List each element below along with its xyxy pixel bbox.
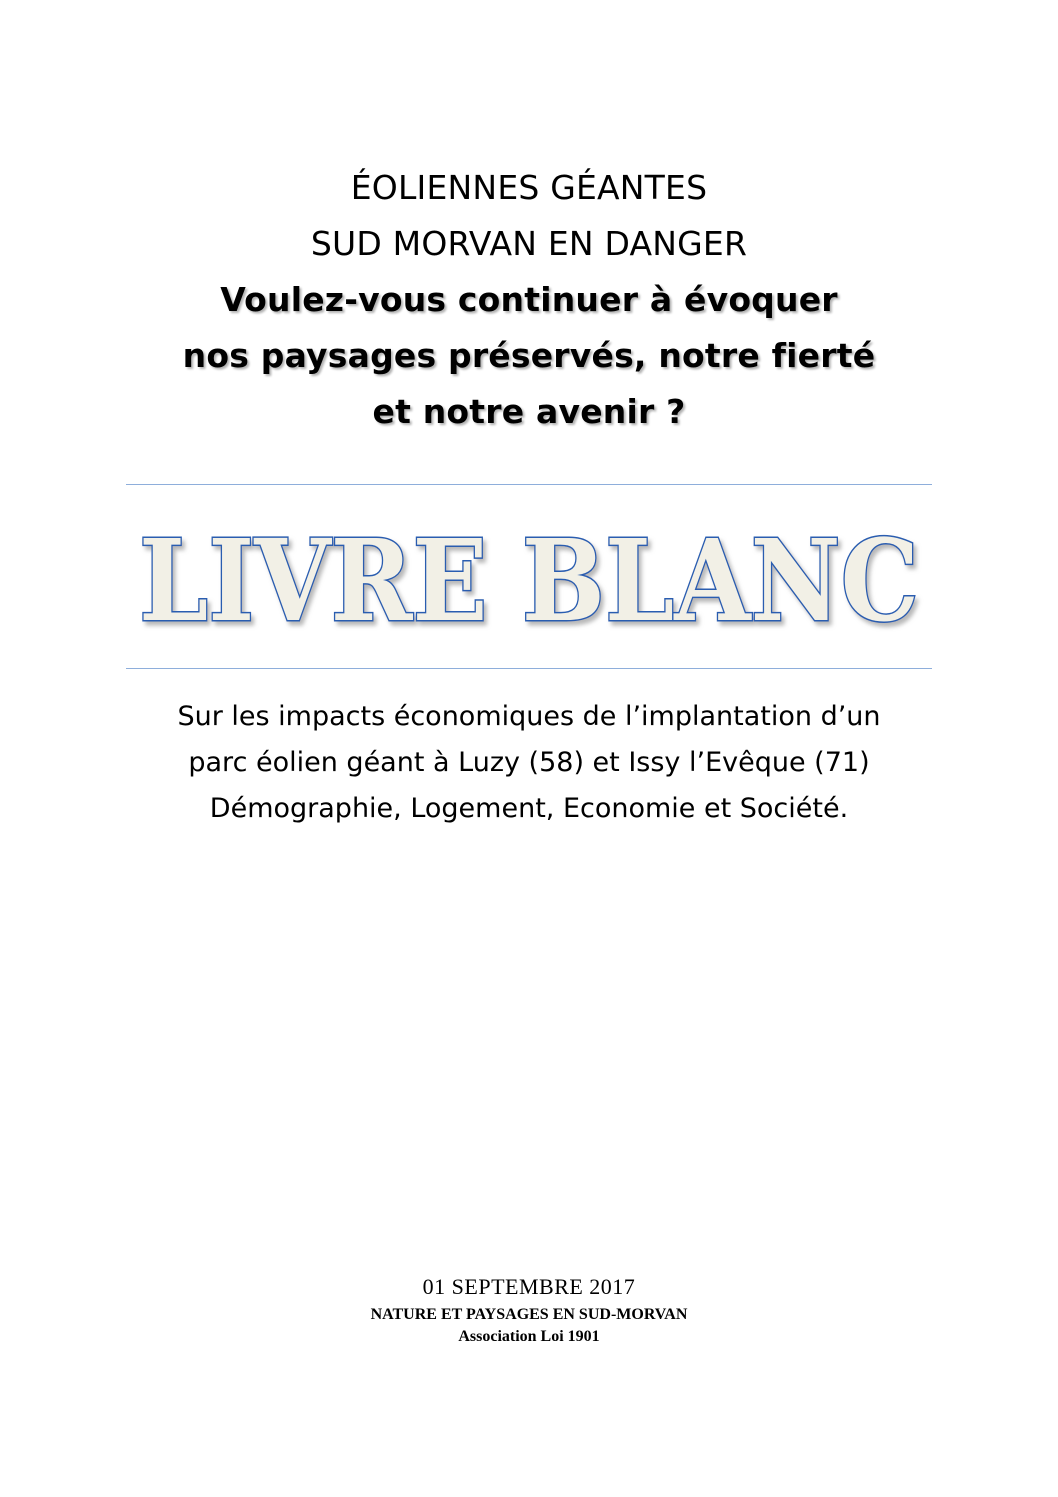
subtitle bbox=[0, 694, 1058, 832]
big-title-text: LIVRE BLANC bbox=[139, 516, 919, 638]
publication-date: 01 SEPTEMBRE 2017 bbox=[422, 1274, 636, 1299]
association-type: Association Loi 1901 bbox=[458, 1328, 600, 1345]
headline-line-2: SUD MORVAN EN DANGER bbox=[310, 224, 748, 263]
headline-question-line-2: nos paysages préservés, notre fierté bbox=[182, 336, 876, 375]
headline-question-line-1: Voulez-vous continuer à évoquer bbox=[220, 280, 838, 319]
subtitle-line-3: Démographie, Logement, Economie et Société. bbox=[209, 793, 849, 824]
bottom-divider bbox=[126, 668, 932, 669]
subtitle-line-2: parc éolien géant à Luzy (58) et Issy l’Evêque (71) bbox=[188, 747, 870, 778]
headline-line-1: ÉOLIENNES GÉANTES bbox=[350, 168, 708, 207]
big-title-svg bbox=[119, 508, 939, 638]
big-title-container bbox=[0, 508, 1058, 648]
organization-name: NATURE ET PAYSAGES EN SUD-MORVAN bbox=[370, 1306, 688, 1323]
headline bbox=[0, 160, 1058, 440]
footer bbox=[0, 1270, 1058, 1348]
top-divider bbox=[126, 484, 932, 485]
subtitle-line-1: Sur les impacts économiques de l’implantation d’un bbox=[177, 701, 881, 732]
headline-question-line-3: et notre avenir ? bbox=[372, 392, 686, 431]
